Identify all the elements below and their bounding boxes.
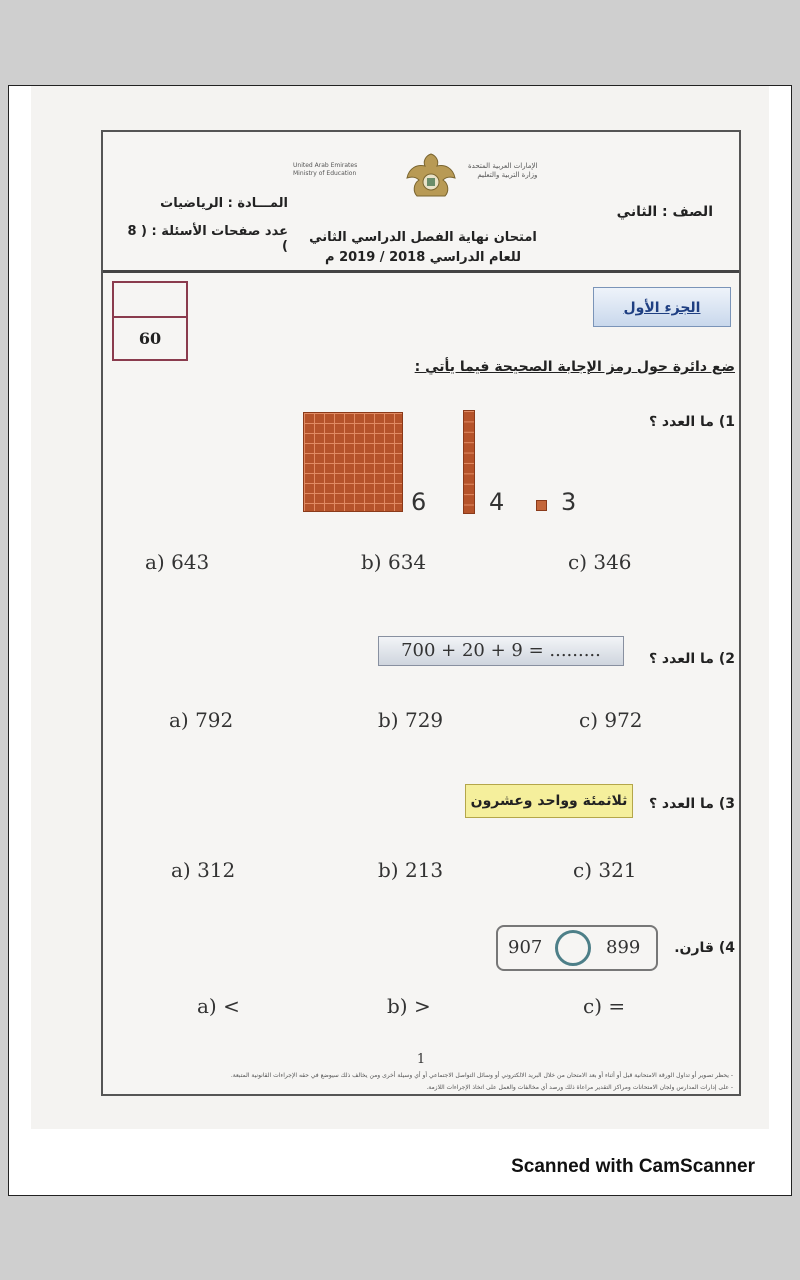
q4-option-a[interactable]: a) < <box>197 994 240 1018</box>
compare-right-value: 899 <box>606 937 641 958</box>
scan-area <box>31 86 769 1129</box>
instruction-text: ضع دائرة حول رمز الإجابة الصحيحة فيما يأتي : <box>414 359 735 375</box>
part-one-tab: الجزء الأول <box>593 287 731 327</box>
ministry-name-en <box>293 162 357 178</box>
question-2-prompt: ما العدد ؟ <box>648 651 714 667</box>
score-box <box>112 281 188 361</box>
question-1-prompt: ما العدد ؟ <box>648 414 714 430</box>
score-divider <box>114 316 186 318</box>
compare-box <box>496 925 658 971</box>
hundred-flat-block <box>303 412 403 512</box>
q4-option-b[interactable]: b) > <box>387 994 431 1018</box>
ministry-line-2: Ministry of Education <box>293 170 357 177</box>
footer-note-1: - يحظر تصوير أو تداول الورقة الامتحانية قبل أو أثناء أو بعد الامتحان من خلال البريد الالكتروني أو وسائل التواصل الاجتماعي أو أي وسيلة أخرى ومن يخالف ذلك سيوضع في حقه الإجراءات القانونية المتبعة. <box>230 1072 733 1079</box>
question-3-number: 3) <box>718 796 735 812</box>
compare-answer-circle[interactable] <box>555 930 591 966</box>
question-1-text <box>623 414 735 430</box>
question-4-text <box>663 940 735 956</box>
question-3-text <box>638 796 735 812</box>
question-2-text <box>633 651 735 667</box>
exam-year: للعام الدراسي 2018 / 2019 م <box>325 250 521 265</box>
pages-count-label: عدد صفحات الأسئلة : ( 8 ) <box>127 224 288 254</box>
tens-digit: 4 <box>489 488 505 516</box>
q3-option-b[interactable]: b) 213 <box>378 858 444 882</box>
ministry-line-ar-1: الإمارات العربية المتحدة <box>468 162 538 170</box>
scanned-sheet <box>8 85 792 1196</box>
q2-option-c[interactable]: c) 972 <box>579 708 643 732</box>
question-4-prompt: قارن. <box>674 940 714 956</box>
q1-option-c[interactable]: c) 346 <box>568 550 632 574</box>
question-3-prompt: ما العدد ؟ <box>648 796 714 812</box>
q4-option-c[interactable]: c) = <box>583 994 626 1018</box>
page-number: 1 <box>416 1052 426 1067</box>
question-2-number: 2) <box>718 651 735 667</box>
exam-title: امتحان نهاية الفصل الدراسي الثاني <box>309 230 537 245</box>
subject-label: المـــادة : الرياضيات <box>160 196 288 211</box>
ministry-line-1: United Arab Emirates <box>293 162 358 169</box>
q1-option-a[interactable]: a) 643 <box>145 550 210 574</box>
expanded-form-box: 700 + 20 + 9 = ......... <box>378 636 624 666</box>
q1-option-b[interactable]: b) 634 <box>361 550 427 574</box>
exam-paper <box>101 130 741 1096</box>
question-4-number: 4) <box>718 940 735 956</box>
uae-emblem-icon <box>403 150 459 200</box>
question-1-number: 1) <box>718 414 735 430</box>
footer-note-2: - على إدارات المدارس ولجان الامتحانات ومراكز التقدير مراعاة ذلك ورصد أي مخالفات والعمل على اتخاذ الإجراءات اللازمة. <box>426 1084 733 1091</box>
ones-digit: 3 <box>561 488 577 516</box>
q2-option-b[interactable]: b) 729 <box>378 708 444 732</box>
hundreds-digit: 6 <box>411 488 427 516</box>
q2-option-a[interactable]: a) 792 <box>169 708 234 732</box>
camscanner-watermark: Scanned with CamScanner <box>511 1156 755 1177</box>
one-unit-block <box>536 500 547 511</box>
q3-option-c[interactable]: c) 321 <box>573 858 637 882</box>
header-divider <box>103 270 739 273</box>
ten-rod-block <box>463 410 475 514</box>
q3-option-a[interactable]: a) 312 <box>171 858 236 882</box>
number-words-scroll: ثلاثمئة وواحد وعشرون <box>465 784 633 818</box>
ministry-line-ar-2: وزارة التربية والتعليم <box>477 171 538 179</box>
compare-left-value: 907 <box>508 937 543 958</box>
score-total: 60 <box>138 329 162 348</box>
ministry-name-ar <box>468 162 537 180</box>
grade-label: الصف : الثاني <box>616 204 713 220</box>
